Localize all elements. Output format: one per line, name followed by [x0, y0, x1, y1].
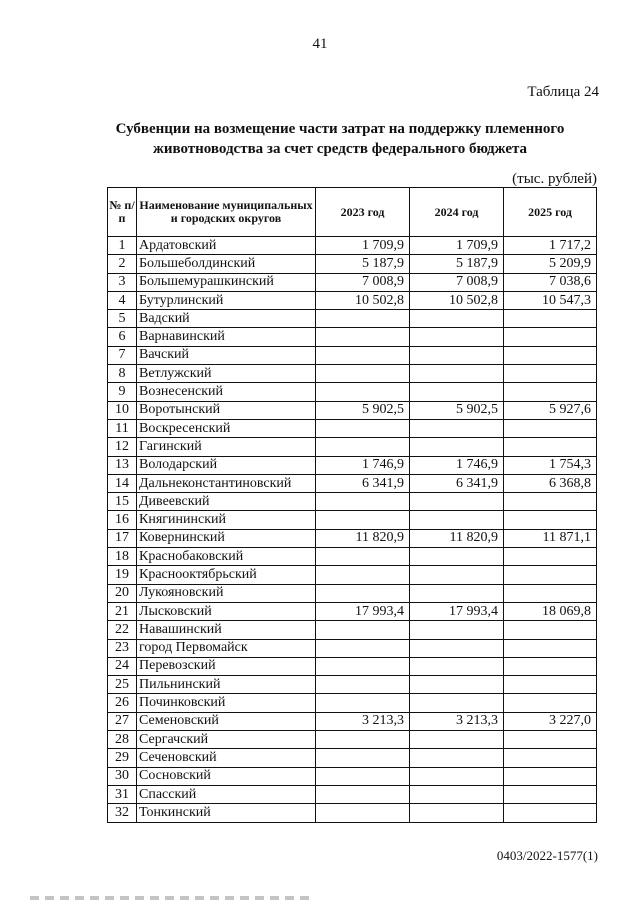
district-name-cell: город Первомайск [137, 639, 316, 657]
value-2025-cell [504, 511, 597, 529]
district-name-cell: Краснооктябрьский [137, 566, 316, 584]
value-2023-cell [316, 346, 410, 364]
district-name-cell: Перевозский [137, 657, 316, 675]
value-2025-cell [504, 731, 597, 749]
table-row [108, 291, 597, 309]
document-code: 0403/2022-1577(1) [496, 848, 598, 863]
row-number-cell: 12 [108, 438, 137, 456]
value-2023-cell [316, 328, 410, 346]
row-number-cell: 17 [108, 529, 137, 547]
district-name-cell: Ковернинский [137, 529, 316, 547]
row-number-cell: 24 [108, 657, 137, 675]
table-row [108, 529, 597, 547]
value-2025-cell [504, 493, 597, 511]
table-row [108, 785, 597, 803]
row-number-cell: 29 [108, 749, 137, 767]
value-2024-cell [410, 657, 504, 675]
row-number-cell: 5 [108, 310, 137, 328]
row-number-cell: 10 [108, 401, 137, 419]
value-2024-cell [410, 566, 504, 584]
value-2024-cell [410, 548, 504, 566]
column-header-2025: 2025 год [504, 188, 597, 237]
row-number-cell: 18 [108, 548, 137, 566]
row-number-cell: 4 [108, 291, 137, 309]
value-2023-cell [316, 419, 410, 437]
table-label: Таблица 24 [527, 84, 599, 100]
value-2023-cell [316, 438, 410, 456]
row-number-cell: 31 [108, 785, 137, 803]
value-2024-cell: 17 993,4 [410, 602, 504, 620]
value-2024-cell: 5 902,5 [410, 401, 504, 419]
table-row [108, 767, 597, 785]
table-row [108, 493, 597, 511]
value-2023-cell: 10 502,8 [316, 291, 410, 309]
value-2025-cell [504, 676, 597, 694]
value-2025-cell: 11 871,1 [504, 529, 597, 547]
table-row [108, 383, 597, 401]
district-name-cell: Навашинский [137, 621, 316, 639]
district-name-cell: Семеновский [137, 712, 316, 730]
value-2023-cell [316, 310, 410, 328]
value-2023-cell [316, 584, 410, 602]
value-2024-cell [410, 639, 504, 657]
value-2025-cell [504, 749, 597, 767]
district-name-cell: Большеболдинский [137, 255, 316, 273]
value-2024-cell [410, 493, 504, 511]
value-2024-cell: 3 213,3 [410, 712, 504, 730]
table-row [108, 712, 597, 730]
row-number-cell: 16 [108, 511, 137, 529]
value-2025-cell: 3 227,0 [504, 712, 597, 730]
value-2024-cell [410, 346, 504, 364]
column-header-name: Наименование муниципальных и городских округов [137, 188, 316, 237]
value-2023-cell [316, 749, 410, 767]
value-2024-cell [410, 383, 504, 401]
district-name-cell: Ветлужский [137, 365, 316, 383]
table-row [108, 584, 597, 602]
value-2025-cell [504, 639, 597, 657]
value-2025-cell: 18 069,8 [504, 602, 597, 620]
table-row [108, 602, 597, 620]
table-row [108, 694, 597, 712]
value-2025-cell: 7 038,6 [504, 273, 597, 291]
district-name-cell: Дивеевский [137, 493, 316, 511]
table-row [108, 438, 597, 456]
row-number-cell: 13 [108, 456, 137, 474]
subsidy-table [107, 187, 597, 823]
district-name-cell: Вачский [137, 346, 316, 364]
value-2024-cell [410, 676, 504, 694]
value-2023-cell: 11 820,9 [316, 529, 410, 547]
table-row [108, 401, 597, 419]
row-number-cell: 27 [108, 712, 137, 730]
table-row [108, 346, 597, 364]
value-2023-cell [316, 694, 410, 712]
value-2025-cell [504, 584, 597, 602]
value-2024-cell: 5 187,9 [410, 255, 504, 273]
table-row [108, 456, 597, 474]
table-row [108, 621, 597, 639]
value-2024-cell [410, 749, 504, 767]
value-2025-cell [504, 566, 597, 584]
value-2025-cell [504, 438, 597, 456]
value-2023-cell [316, 804, 410, 822]
value-2025-cell: 6 368,8 [504, 474, 597, 492]
units-label: (тыс. рублей) [512, 171, 597, 187]
value-2023-cell: 7 008,9 [316, 273, 410, 291]
row-number-cell: 2 [108, 255, 137, 273]
value-2023-cell [316, 493, 410, 511]
value-2024-cell [410, 419, 504, 437]
value-2023-cell [316, 621, 410, 639]
table-row [108, 365, 597, 383]
value-2024-cell [410, 804, 504, 822]
value-2023-cell: 1 746,9 [316, 456, 410, 474]
district-name-cell: Лукояновский [137, 584, 316, 602]
district-name-cell: Сосновский [137, 767, 316, 785]
value-2024-cell [410, 767, 504, 785]
scan-artifact [30, 896, 310, 900]
value-2023-cell [316, 548, 410, 566]
row-number-cell: 25 [108, 676, 137, 694]
value-2023-cell [316, 767, 410, 785]
row-number-cell: 15 [108, 493, 137, 511]
column-header-2023: 2023 год [316, 188, 410, 237]
table-header-row [108, 188, 597, 237]
value-2025-cell [504, 785, 597, 803]
value-2024-cell: 10 502,8 [410, 291, 504, 309]
district-name-cell: Тонкинский [137, 804, 316, 822]
value-2023-cell [316, 657, 410, 675]
table-row [108, 328, 597, 346]
district-name-cell: Воротынский [137, 401, 316, 419]
row-number-cell: 3 [108, 273, 137, 291]
table-row [108, 639, 597, 657]
value-2024-cell: 1 746,9 [410, 456, 504, 474]
district-name-cell: Пильнинский [137, 676, 316, 694]
table-row [108, 566, 597, 584]
value-2023-cell: 6 341,9 [316, 474, 410, 492]
table-row [108, 804, 597, 822]
value-2024-cell [410, 310, 504, 328]
district-name-cell: Воскресенский [137, 419, 316, 437]
document-title: Субвенции на возмещение части затрат на поддержку племенного животноводства за счет средств федерального бюджета [115, 121, 565, 157]
row-number-cell: 28 [108, 731, 137, 749]
value-2025-cell [504, 310, 597, 328]
value-2024-cell [410, 365, 504, 383]
value-2025-cell [504, 419, 597, 437]
district-name-cell: Сеченовский [137, 749, 316, 767]
value-2023-cell: 5 902,5 [316, 401, 410, 419]
value-2024-cell [410, 438, 504, 456]
value-2023-cell [316, 676, 410, 694]
row-number-cell: 23 [108, 639, 137, 657]
value-2024-cell: 6 341,9 [410, 474, 504, 492]
value-2024-cell [410, 511, 504, 529]
value-2025-cell [504, 657, 597, 675]
district-name-cell: Починковский [137, 694, 316, 712]
table-row [108, 511, 597, 529]
table-row [108, 548, 597, 566]
value-2023-cell [316, 566, 410, 584]
table-row [108, 474, 597, 492]
table-row [108, 731, 597, 749]
row-number-cell: 21 [108, 602, 137, 620]
table-row [108, 273, 597, 291]
value-2024-cell [410, 328, 504, 346]
district-name-cell: Володарский [137, 456, 316, 474]
value-2025-cell: 1 717,2 [504, 237, 597, 255]
value-2025-cell [504, 346, 597, 364]
value-2025-cell [504, 365, 597, 383]
table-body [108, 237, 597, 823]
row-number-cell: 7 [108, 346, 137, 364]
value-2024-cell: 11 820,9 [410, 529, 504, 547]
row-number-cell: 30 [108, 767, 137, 785]
row-number-cell: 6 [108, 328, 137, 346]
value-2024-cell: 7 008,9 [410, 273, 504, 291]
row-number-cell: 1 [108, 237, 137, 255]
value-2023-cell: 3 213,3 [316, 712, 410, 730]
value-2025-cell [504, 548, 597, 566]
district-name-cell: Сергачский [137, 731, 316, 749]
row-number-cell: 9 [108, 383, 137, 401]
table-row [108, 657, 597, 675]
value-2025-cell: 5 209,9 [504, 255, 597, 273]
value-2025-cell [504, 328, 597, 346]
page-number: 41 [312, 36, 328, 52]
value-2023-cell [316, 365, 410, 383]
district-name-cell: Вознесенский [137, 383, 316, 401]
district-name-cell: Бутурлинский [137, 291, 316, 309]
row-number-cell: 20 [108, 584, 137, 602]
value-2023-cell [316, 785, 410, 803]
value-2025-cell: 1 754,3 [504, 456, 597, 474]
district-name-cell: Варнавинский [137, 328, 316, 346]
value-2025-cell [504, 804, 597, 822]
value-2025-cell [504, 767, 597, 785]
table-row [108, 237, 597, 255]
table-row [108, 419, 597, 437]
district-name-cell: Спасский [137, 785, 316, 803]
district-name-cell: Лысковский [137, 602, 316, 620]
table-row [108, 676, 597, 694]
table-row [108, 749, 597, 767]
district-name-cell: Княгининский [137, 511, 316, 529]
column-header-number: № п/п [108, 188, 137, 237]
row-number-cell: 26 [108, 694, 137, 712]
row-number-cell: 32 [108, 804, 137, 822]
value-2024-cell [410, 621, 504, 639]
district-name-cell: Ардатовский [137, 237, 316, 255]
row-number-cell: 14 [108, 474, 137, 492]
value-2025-cell: 10 547,3 [504, 291, 597, 309]
value-2024-cell [410, 731, 504, 749]
column-header-2024: 2024 год [410, 188, 504, 237]
value-2025-cell [504, 694, 597, 712]
value-2024-cell [410, 584, 504, 602]
value-2025-cell [504, 621, 597, 639]
district-name-cell: Гагинский [137, 438, 316, 456]
row-number-cell: 8 [108, 365, 137, 383]
row-number-cell: 19 [108, 566, 137, 584]
value-2024-cell [410, 694, 504, 712]
value-2024-cell [410, 785, 504, 803]
value-2023-cell: 17 993,4 [316, 602, 410, 620]
value-2025-cell: 5 927,6 [504, 401, 597, 419]
value-2023-cell [316, 731, 410, 749]
value-2023-cell [316, 639, 410, 657]
district-name-cell: Большемурашкинский [137, 273, 316, 291]
district-name-cell: Вадский [137, 310, 316, 328]
row-number-cell: 11 [108, 419, 137, 437]
value-2025-cell [504, 383, 597, 401]
table-row [108, 255, 597, 273]
district-name-cell: Дальнеконстантиновский [137, 474, 316, 492]
row-number-cell: 22 [108, 621, 137, 639]
value-2024-cell: 1 709,9 [410, 237, 504, 255]
value-2023-cell [316, 511, 410, 529]
table-row [108, 310, 597, 328]
value-2023-cell: 1 709,9 [316, 237, 410, 255]
value-2023-cell [316, 383, 410, 401]
value-2023-cell: 5 187,9 [316, 255, 410, 273]
district-name-cell: Краснобаковский [137, 548, 316, 566]
